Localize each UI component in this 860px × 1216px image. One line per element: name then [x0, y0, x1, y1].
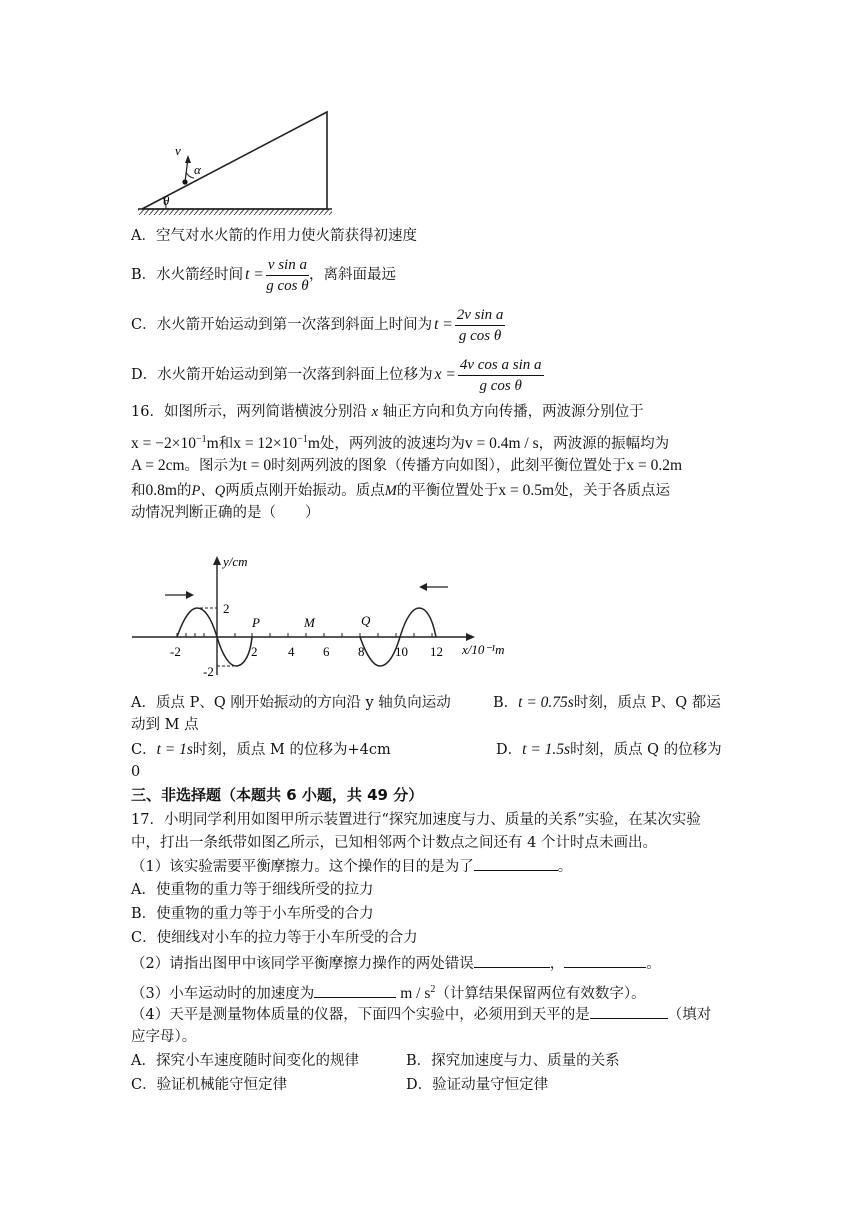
- q16-l3-math-2: t = 0: [242, 457, 272, 474]
- q17-part-4-end: （填对: [667, 1007, 712, 1023]
- q16-option-d: [496, 740, 722, 760]
- q15-option-b-numerator: v sin a: [266, 255, 309, 276]
- q17-part-1-blank[interactable]: [474, 856, 558, 871]
- right-direction-arrowhead: [186, 591, 194, 599]
- q15-option-a: A．空气对水火箭的作用力使火箭获得初速度: [131, 228, 417, 244]
- q17-option-a: A．使重物的重力等于细线所受的拉力: [131, 882, 374, 898]
- q16-l4-pq: P、Q: [191, 483, 226, 499]
- alpha-arc: [186, 172, 194, 178]
- q17-part-2-end: 。: [646, 956, 661, 972]
- q15-option-d-lhs: x =: [434, 366, 456, 383]
- q17-part-3-text: （3）小车运动时的加速度为: [131, 985, 315, 1002]
- y-axis-label: y/cm: [223, 554, 248, 569]
- incline-figure: [130, 100, 340, 220]
- q15-option-b: [131, 252, 396, 298]
- q16-option-c-math: t = 1s: [156, 741, 193, 758]
- q16-l3-text-b: 时刻两列波的图象（传播方向如图），此刻平衡位置处于: [271, 458, 627, 474]
- q16-option-c: [131, 740, 391, 760]
- q17-part-1-text: （1）该实验需要平衡摩擦力。这个操作的目的是为了: [131, 859, 474, 875]
- q15-option-b-fraction: [266, 255, 309, 296]
- q16-option-c-prefix: C．: [131, 742, 157, 758]
- q16-l2-math-2: x = 12×10: [233, 434, 298, 452]
- q16-l2-exp-1: −1: [195, 434, 207, 445]
- q16-l1-text-b: 轴正方向和负方向传播，两波源分别位于: [382, 404, 644, 420]
- incline-triangle: [142, 112, 327, 209]
- q16-l4-text-a: 的: [176, 483, 192, 499]
- q16-l2-exp-2: −1: [297, 434, 308, 445]
- q17-part-3-unit: m / s: [400, 984, 431, 1002]
- wave-figure: [130, 550, 520, 680]
- y-axis-arrowhead: [213, 556, 221, 565]
- left-direction-arrowhead: [419, 583, 427, 591]
- q17-part-1-end: 。: [557, 859, 573, 875]
- q15-option-c-lhs: t =: [434, 316, 453, 333]
- point-p-label: P: [252, 615, 260, 630]
- q17-part-2-blank-2[interactable]: [564, 953, 646, 968]
- x-tick-8: 8: [358, 644, 365, 659]
- q17-experiment-d: D．验证动量守恒定律: [406, 1077, 549, 1093]
- q16-option-b: [493, 693, 721, 713]
- q15-option-c-fraction: [455, 305, 506, 346]
- q16-option-d-continued: 0: [131, 764, 141, 780]
- q15-option-d-prefix: D．水火箭开始运动到第一次落到斜面上位移为: [131, 367, 433, 383]
- q17-part-3-end: （计算结果保留两位有效数字）。: [435, 985, 646, 1002]
- q16-l2-unit-1: m: [206, 434, 219, 452]
- q17-part-2-sep: ，: [549, 956, 565, 972]
- q16-option-b-math: t = 0.75s: [518, 694, 574, 711]
- q16-l1-x: x: [371, 404, 378, 420]
- point-m-label: M: [304, 615, 315, 630]
- q15-option-c-denominator: g cos θ: [458, 327, 502, 344]
- q16-l3-math-1: A = 2cm: [131, 457, 185, 474]
- q15-option-d-fraction: [458, 355, 544, 396]
- q16-l2-unit-2: m: [307, 434, 320, 452]
- q16-option-b-prefix: B．: [493, 695, 519, 711]
- section-3-heading: 三、非选择题（本题共 6 小题，共 49 分）: [131, 786, 424, 804]
- x-axis-arrowhead: [466, 633, 475, 641]
- q16-l2-text-b: 处，两列波的波速均为: [319, 435, 465, 452]
- ground-hatch: [138, 209, 332, 215]
- q16-l4-text-d: 处，关于各质点运: [554, 483, 671, 499]
- q16-l3-text-a: 。图示为: [184, 458, 243, 474]
- q17-option-b: B．使重物的重力等于小车所受的合力: [131, 906, 374, 922]
- q17-part-2: [131, 953, 661, 974]
- q17-part-4: [131, 1004, 711, 1025]
- q16-l4-text-b: 两质点刚开始振动。质点: [225, 483, 385, 499]
- q16-l2-text-c: ，两波源的振幅均为: [538, 435, 670, 452]
- q16-l4-pre: 和: [131, 483, 146, 499]
- q17-part-3: [131, 980, 646, 1004]
- x-tick-6: 6: [323, 644, 330, 659]
- q17-experiment-c: C．验证机械能守恒定律: [131, 1077, 288, 1093]
- q16-l4-math-2: x = 0.5m: [498, 482, 555, 499]
- q15-option-d-numerator: 4v cos a sin a: [458, 355, 544, 376]
- q15-option-b-suffix: ，离斜面最远: [308, 267, 396, 283]
- q16-option-a: A．质点 P、Q 刚开始振动的方向沿 y 轴负向运动: [131, 695, 451, 711]
- label-theta: θ: [163, 193, 170, 208]
- q16-l2-math-1: x = −2×10: [131, 434, 196, 452]
- q15-option-b-prefix: B．水火箭经时间: [131, 267, 244, 283]
- q15-option-d-denominator: g cos θ: [479, 377, 522, 394]
- q16-l2-math-3: v = 0.4m / s: [464, 434, 539, 452]
- q15-option-c: [131, 302, 505, 348]
- q15-option-c-numerator: 2v sin a: [455, 305, 506, 326]
- q16-l4-m: M: [384, 483, 397, 499]
- q17-experiment-a: A．探究小车速度随时间变化的规律: [131, 1053, 359, 1069]
- q15-option-b-denominator: g cos θ: [266, 277, 309, 294]
- q17-part-3-blank[interactable]: [314, 983, 396, 998]
- q16-line-5: 动情况判断正确的是（ ）: [131, 505, 320, 521]
- q16-option-d-suffix: 时刻，质点 Q 的位移为: [570, 742, 722, 758]
- q17-option-c: C．使细线对小车的拉力等于小车所受的合力: [131, 930, 418, 946]
- q16-line-2: [131, 430, 669, 454]
- q15-option-c-prefix: C．水火箭开始运动到第一次落到斜面上时间为: [131, 317, 433, 333]
- x-tick-neg2: -2: [170, 644, 181, 659]
- q17-part-4-continued: 应字母）。: [131, 1029, 197, 1045]
- point-q-label: Q: [361, 613, 371, 628]
- velocity-arrowhead: [185, 155, 191, 163]
- q17-part-1: [131, 856, 572, 877]
- label-v: v: [175, 143, 181, 158]
- q16-option-c-suffix: 时刻，质点 M 的位移为+4cm: [192, 742, 391, 758]
- q17-line-1: 17．小明同学利用如图甲所示装置进行“探究加速度与力、质量的关系”实验，在某次实验: [131, 812, 701, 828]
- label-alpha: α: [194, 162, 201, 177]
- q16-line-3: [131, 456, 682, 476]
- q16-l4-text-c: 的平衡位置处于: [396, 483, 499, 499]
- x-tick-4: 4: [288, 644, 295, 659]
- q15-option-d: [131, 352, 544, 398]
- q16-line-4: [131, 481, 670, 501]
- y-label-neg: -2: [203, 664, 214, 679]
- q15-option-b-lhs: t =: [245, 266, 264, 283]
- q17-line-2: 中，打出一条纸带如图乙所示，已知相邻两个计数点之间还有 4 个计时点未画出。: [131, 835, 657, 851]
- q16-option-d-prefix: D．: [496, 742, 523, 758]
- q16-option-b-suffix: 时刻，质点 P、Q 都运: [573, 695, 721, 711]
- x-tick-2: 2: [251, 644, 258, 659]
- q17-part-2-blank-1[interactable]: [474, 953, 550, 968]
- q16-l3-math-3: x = 0.2m: [626, 457, 683, 474]
- q16-option-d-math: t = 1.5s: [522, 741, 571, 758]
- y-label-pos: 2: [223, 601, 230, 616]
- x-axis-label: x/10⁻¹m: [462, 642, 505, 657]
- q16-line-1: [131, 402, 644, 422]
- q17-part-4-blank[interactable]: [590, 1004, 668, 1019]
- q16-l1-text-a: 16．如图所示，两列简谐横波分别沿: [131, 404, 367, 420]
- q17-experiment-b: B．探究加速度与力、质量的关系: [406, 1053, 620, 1069]
- q17-part-2-text: （2）请指出图甲中该同学平衡摩擦力操作的两处错误: [131, 956, 474, 972]
- q17-part-3-unit-exp: 2: [430, 984, 436, 995]
- x-tick-10: 10: [395, 644, 408, 659]
- q16-l2-and: 和: [218, 435, 234, 452]
- q17-part-4-text: （4）天平是测量物体质量的仪器，下面四个实验中，必须用到天平的是: [131, 1007, 590, 1023]
- x-tick-12: 12: [430, 644, 443, 659]
- q16-option-b-continued: 动到 M 点: [131, 717, 199, 733]
- q16-l4-math-1: 0.8m: [145, 482, 177, 499]
